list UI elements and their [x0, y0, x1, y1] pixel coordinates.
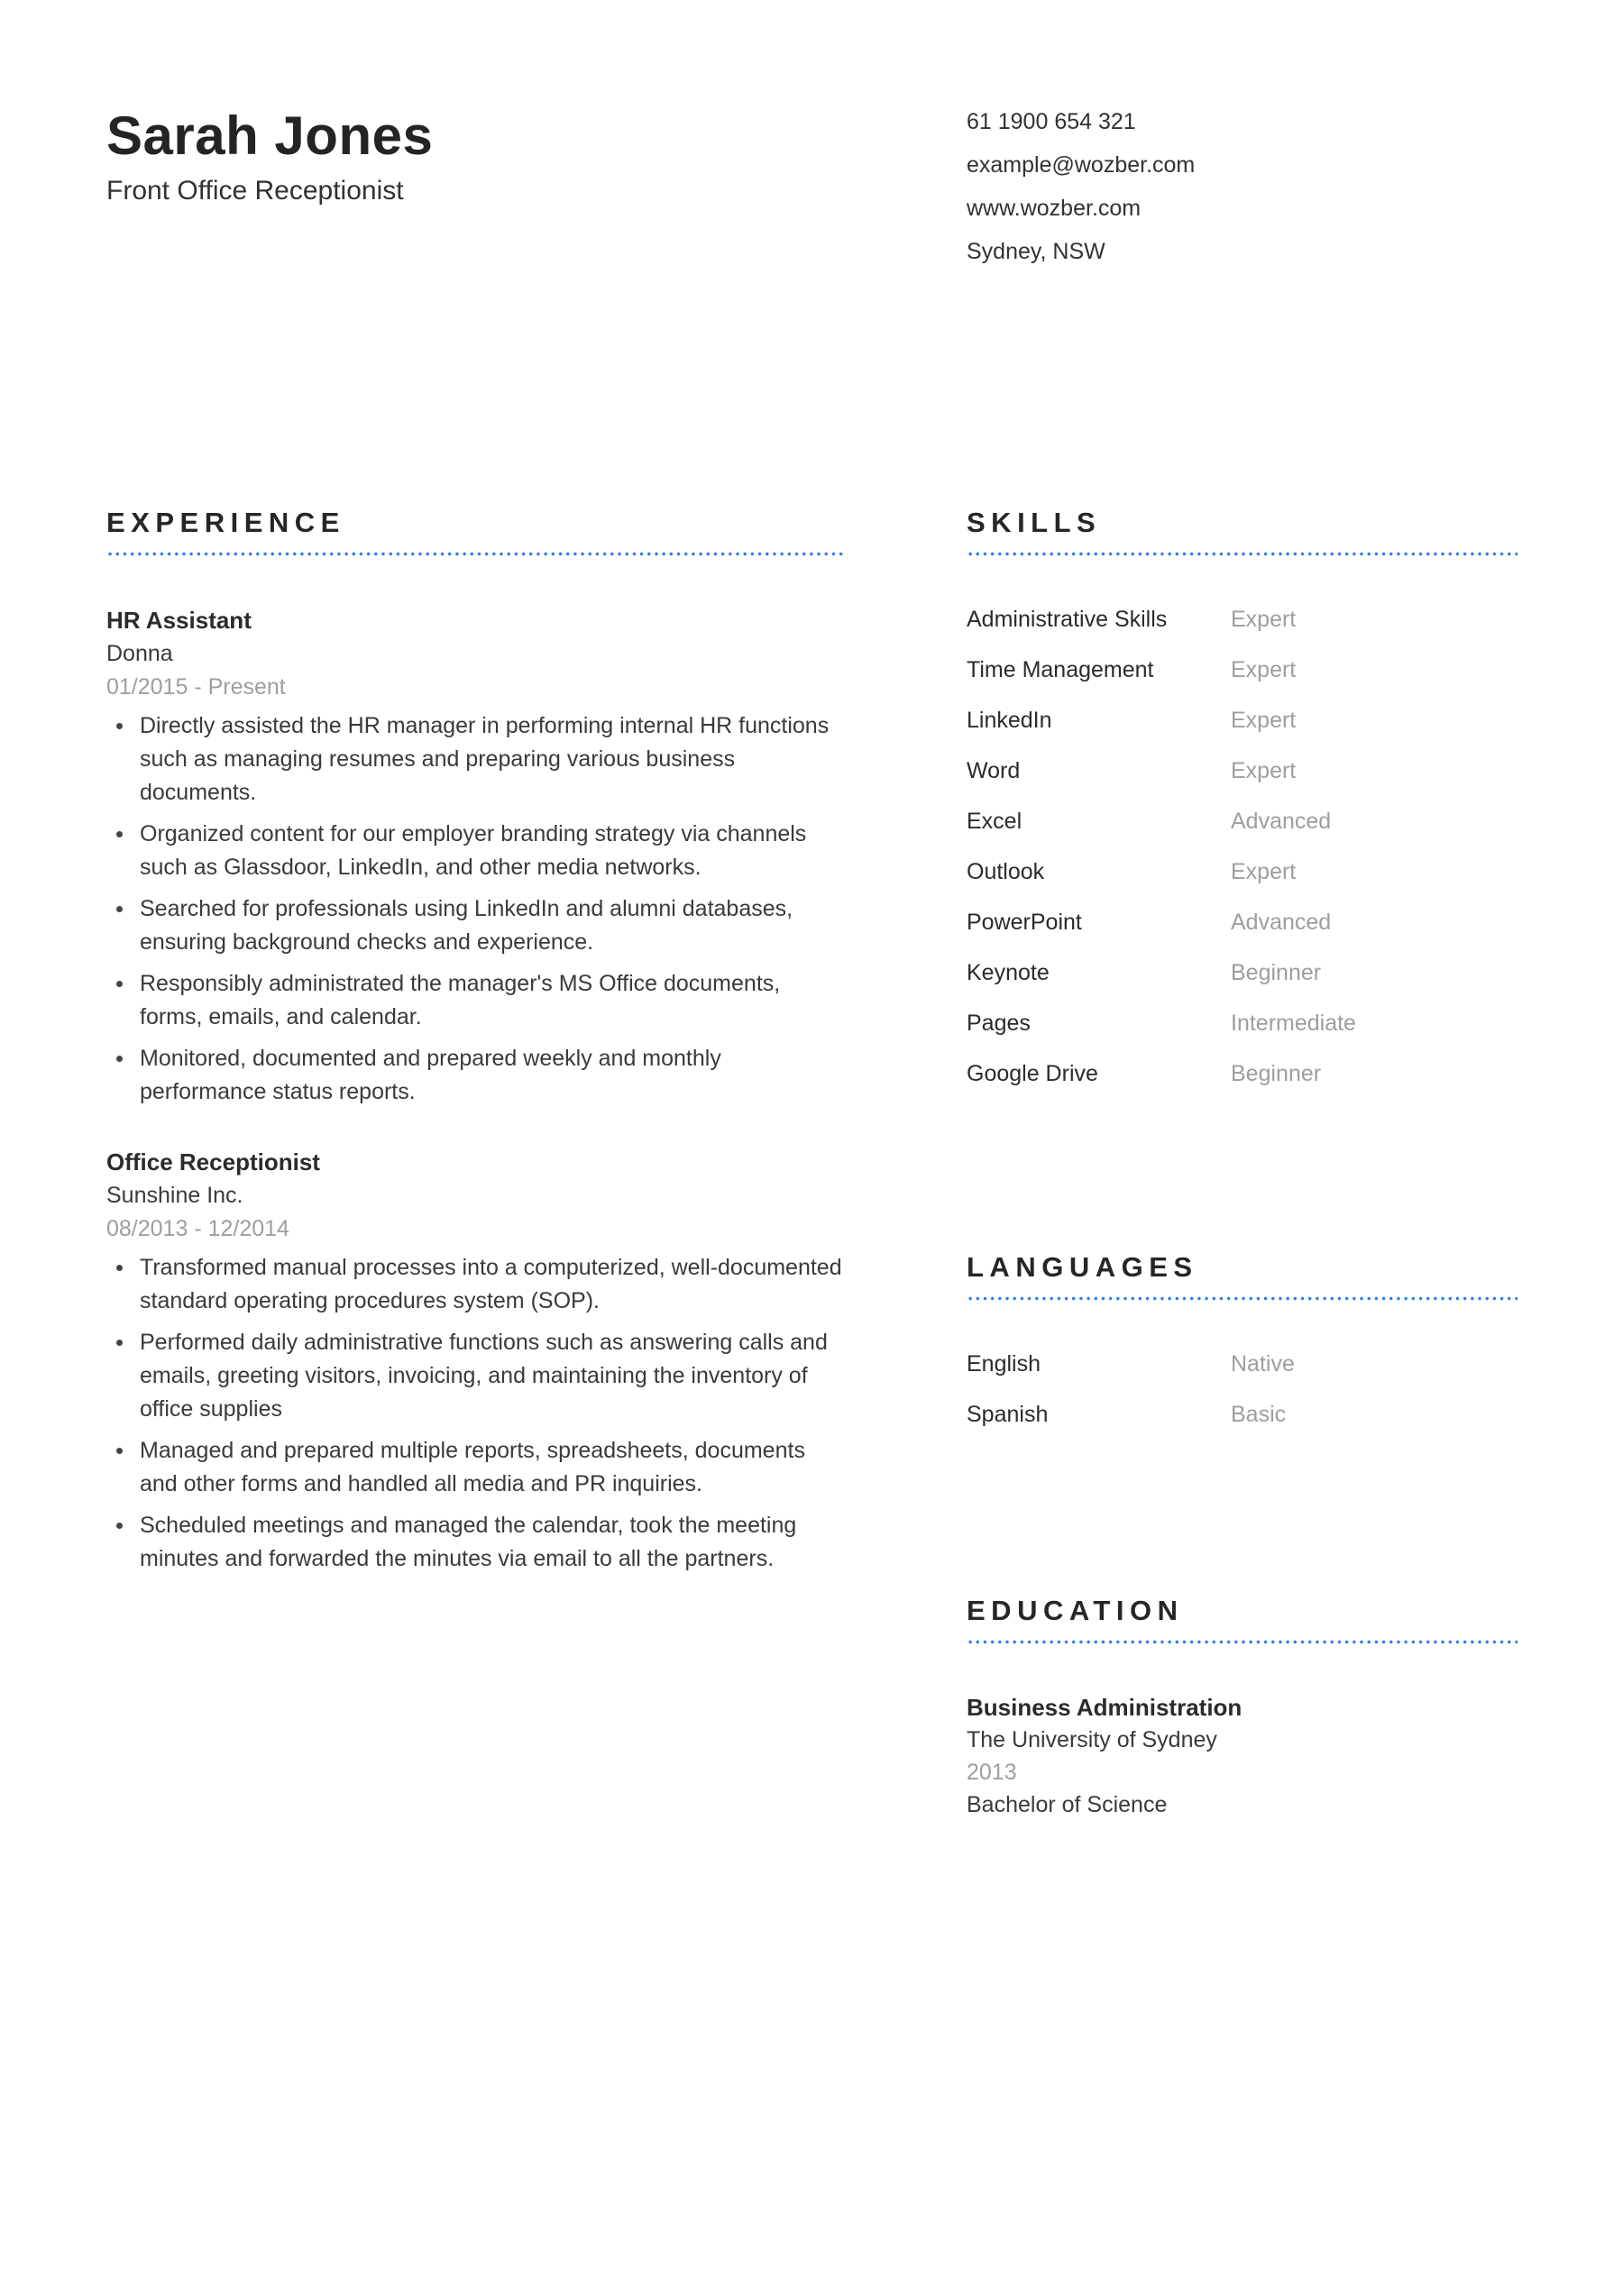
education-entry — [967, 1691, 1518, 1821]
skill-row — [967, 654, 1518, 687]
skill-level: Beginner — [1231, 960, 1322, 985]
bullet-list — [106, 709, 844, 1109]
job-dates: 01/2015 - Present — [106, 674, 286, 700]
skill-level: Expert — [1231, 859, 1297, 884]
skill-level: Beginner — [1231, 1061, 1322, 1086]
skills-section — [967, 507, 1518, 1091]
job-entry — [106, 1145, 844, 1576]
section-divider — [106, 552, 844, 556]
language-list — [967, 1348, 1518, 1432]
bullet-item: Performed daily administrative functions such as answering calls and emails, greeting visitors, invoicing, and maintaining the inventory of office supplies — [106, 1326, 844, 1426]
skill-row — [967, 855, 1518, 889]
education-heading: EDUCATION — [967, 1595, 1184, 1626]
skill-row — [967, 704, 1518, 737]
education-note: Bachelor of Science — [967, 1792, 1168, 1817]
header-identity — [106, 104, 433, 209]
skill-level: Advanced — [1231, 809, 1332, 834]
skill-name: Google Drive — [967, 1061, 1098, 1086]
skill-row — [967, 1057, 1518, 1091]
experience-heading: EXPERIENCE — [106, 507, 345, 538]
education-degree: Business Administration — [967, 1694, 1242, 1721]
skill-name: Administrative Skills — [967, 607, 1168, 632]
bullet-item: Managed and prepared multiple reports, spreadsheets, documents and other forms and handled all media and PR inquiries. — [106, 1434, 844, 1501]
education-year: 2013 — [967, 1760, 1017, 1785]
language-level: Basic — [1231, 1402, 1287, 1427]
skill-name: Time Management — [967, 657, 1154, 682]
bullet-item: Directly assisted the HR manager in performing internal HR functions such as managing resumes and preparing various business documents. — [106, 709, 844, 810]
job-title: Office Receptionist — [106, 1148, 320, 1175]
languages-section — [967, 1251, 1518, 1432]
contact-website: www.wozber.com — [967, 196, 1142, 221]
bullet-item: Transformed manual processes into a computerized, well-documented standard operating procedures system (SOP). — [106, 1251, 844, 1318]
education-section — [967, 1595, 1518, 1821]
contact-email: example@wozber.com — [967, 152, 1196, 178]
skill-level: Expert — [1231, 708, 1297, 733]
skill-level: Expert — [1231, 758, 1297, 783]
job-list — [106, 603, 844, 1576]
contact-info — [967, 100, 1195, 273]
job-company: Sunshine Inc. — [106, 1183, 243, 1208]
right-column — [967, 507, 1518, 1821]
language-name: English — [967, 1351, 1041, 1377]
language-row — [967, 1348, 1518, 1381]
skill-name: Keynote — [967, 960, 1050, 985]
bullet-item: Organized content for our employer branding strategy via channels such as Glassdoor, LinkedIn, and other media networks. — [106, 818, 844, 884]
language-name: Spanish — [967, 1402, 1049, 1427]
candidate-name: Sarah Jones — [106, 105, 434, 166]
bullet-item: Searched for professionals using LinkedIn and alumni databases, ensuring background checks and experience. — [106, 892, 844, 959]
skill-row — [967, 1007, 1518, 1040]
skill-level: Expert — [1231, 657, 1297, 682]
language-row — [967, 1398, 1518, 1432]
skill-level: Intermediate — [1231, 1011, 1356, 1036]
job-dates: 08/2013 - 12/2014 — [106, 1216, 289, 1241]
skill-row — [967, 805, 1518, 838]
section-divider — [967, 552, 1518, 556]
skill-name: Excel — [967, 809, 1022, 834]
skill-list — [967, 603, 1518, 1091]
contact-location: Sydney, NSW — [967, 239, 1105, 264]
section-divider — [967, 1296, 1518, 1301]
job-title: HR Assistant — [106, 607, 252, 634]
contact-phone: 61 1900 654 321 — [967, 109, 1136, 134]
candidate-title: Front Office Receptionist — [106, 176, 404, 206]
skill-name: Outlook — [967, 859, 1045, 884]
job-entry — [106, 603, 844, 1109]
languages-heading: LANGUAGES — [967, 1251, 1198, 1283]
bullet-item: Monitored, documented and prepared weekly and monthly performance status reports. — [106, 1042, 844, 1109]
skills-heading: SKILLS — [967, 507, 1102, 538]
skill-row — [967, 956, 1518, 990]
skill-name: Pages — [967, 1011, 1031, 1036]
skill-row — [967, 603, 1518, 636]
bullet-item: Responsibly administrated the manager's MS Office documents, forms, emails, and calendar. — [106, 967, 844, 1034]
skill-row — [967, 906, 1518, 939]
section-divider — [967, 1640, 1518, 1644]
bullet-list — [106, 1251, 844, 1576]
skill-name: Word — [967, 758, 1021, 783]
skill-name: LinkedIn — [967, 708, 1052, 733]
skill-level: Expert — [1231, 607, 1297, 632]
skill-name: PowerPoint — [967, 910, 1082, 935]
education-school: The University of Sydney — [967, 1727, 1217, 1752]
language-level: Native — [1231, 1351, 1295, 1377]
bullet-item: Scheduled meetings and managed the calendar, took the meeting minutes and forwarded the minutes via email to all the partners. — [106, 1509, 844, 1576]
job-company: Donna — [106, 641, 173, 666]
skill-row — [967, 755, 1518, 788]
skill-level: Advanced — [1231, 910, 1332, 935]
experience-section — [106, 507, 844, 1576]
